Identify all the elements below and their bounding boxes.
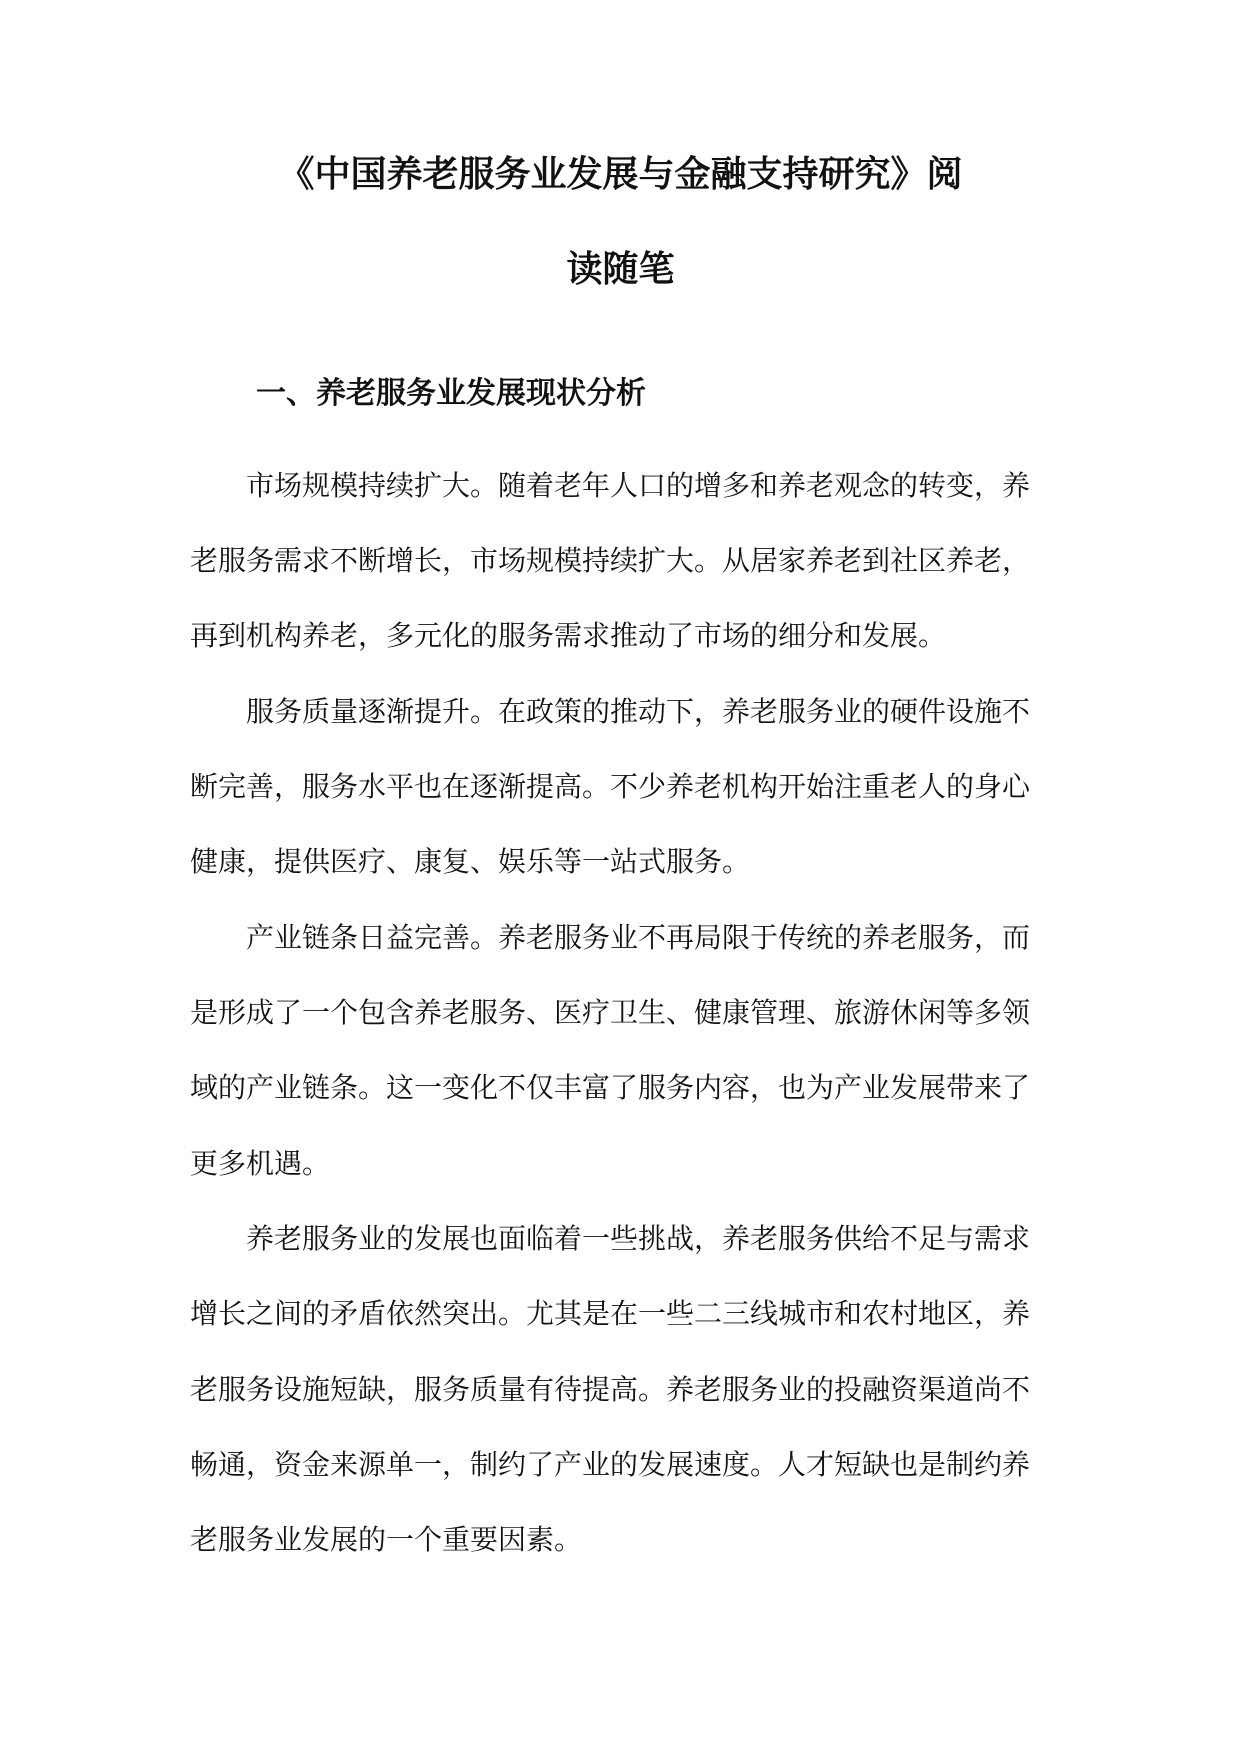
document-title-line-1: 《中国养老服务业发展与金融支持研究》阅 xyxy=(278,153,963,195)
paragraph-line: 更多机遇。 xyxy=(190,1147,331,1180)
paragraph-line: 断完善，服务水平也在逐渐提高。不少养老机构开始注重老人的身心 xyxy=(190,770,1031,803)
document-title-line-2: 读随笔 xyxy=(566,248,675,290)
paragraph-line: 老服务设施短缺，服务质量有待提高。养老服务业的投融资渠道尚不 xyxy=(190,1373,1031,1406)
paragraph-line: 域的产业链条。这一变化不仅丰富了服务内容，也为产业发展带来了 xyxy=(190,1071,1031,1104)
paragraph-line: 养老服务业的发展也面临着一些挑战，养老服务供给不足与需求 xyxy=(246,1222,1031,1255)
paragraph-line: 再到机构养老，多元化的服务需求推动了市场的细分和发展。 xyxy=(190,619,947,652)
paragraph-line: 老服务业发展的一个重要因素。 xyxy=(190,1523,583,1556)
paragraph-line: 产业链条日益完善。养老服务业不再局限于传统的养老服务，而 xyxy=(246,921,1031,954)
section-heading: 一、养老服务业发展现状分析 xyxy=(256,376,646,411)
paragraph-line: 市场规模持续扩大。随着老年人口的增多和养老观念的转变，养 xyxy=(246,469,1031,502)
paragraph-line: 老服务需求不断增长，市场规模持续扩大。从居家养老到社区养老， xyxy=(190,544,1031,577)
paragraph-line: 畅通，资金来源单一，制约了产业的发展速度。人才短缺也是制约养 xyxy=(190,1448,1031,1481)
paragraph-line: 增长之间的矛盾依然突出。尤其是在一些二三线城市和农村地区，养 xyxy=(190,1297,1031,1330)
paragraph-line: 服务质量逐渐提升。在政策的推动下，养老服务业的硬件设施不 xyxy=(246,695,1031,728)
paragraph-line: 是形成了一个包含养老服务、医疗卫生、健康管理、旅游休闲等多领 xyxy=(190,996,1031,1029)
paragraph-line: 健康，提供医疗、康复、娱乐等一站式服务。 xyxy=(190,845,751,878)
